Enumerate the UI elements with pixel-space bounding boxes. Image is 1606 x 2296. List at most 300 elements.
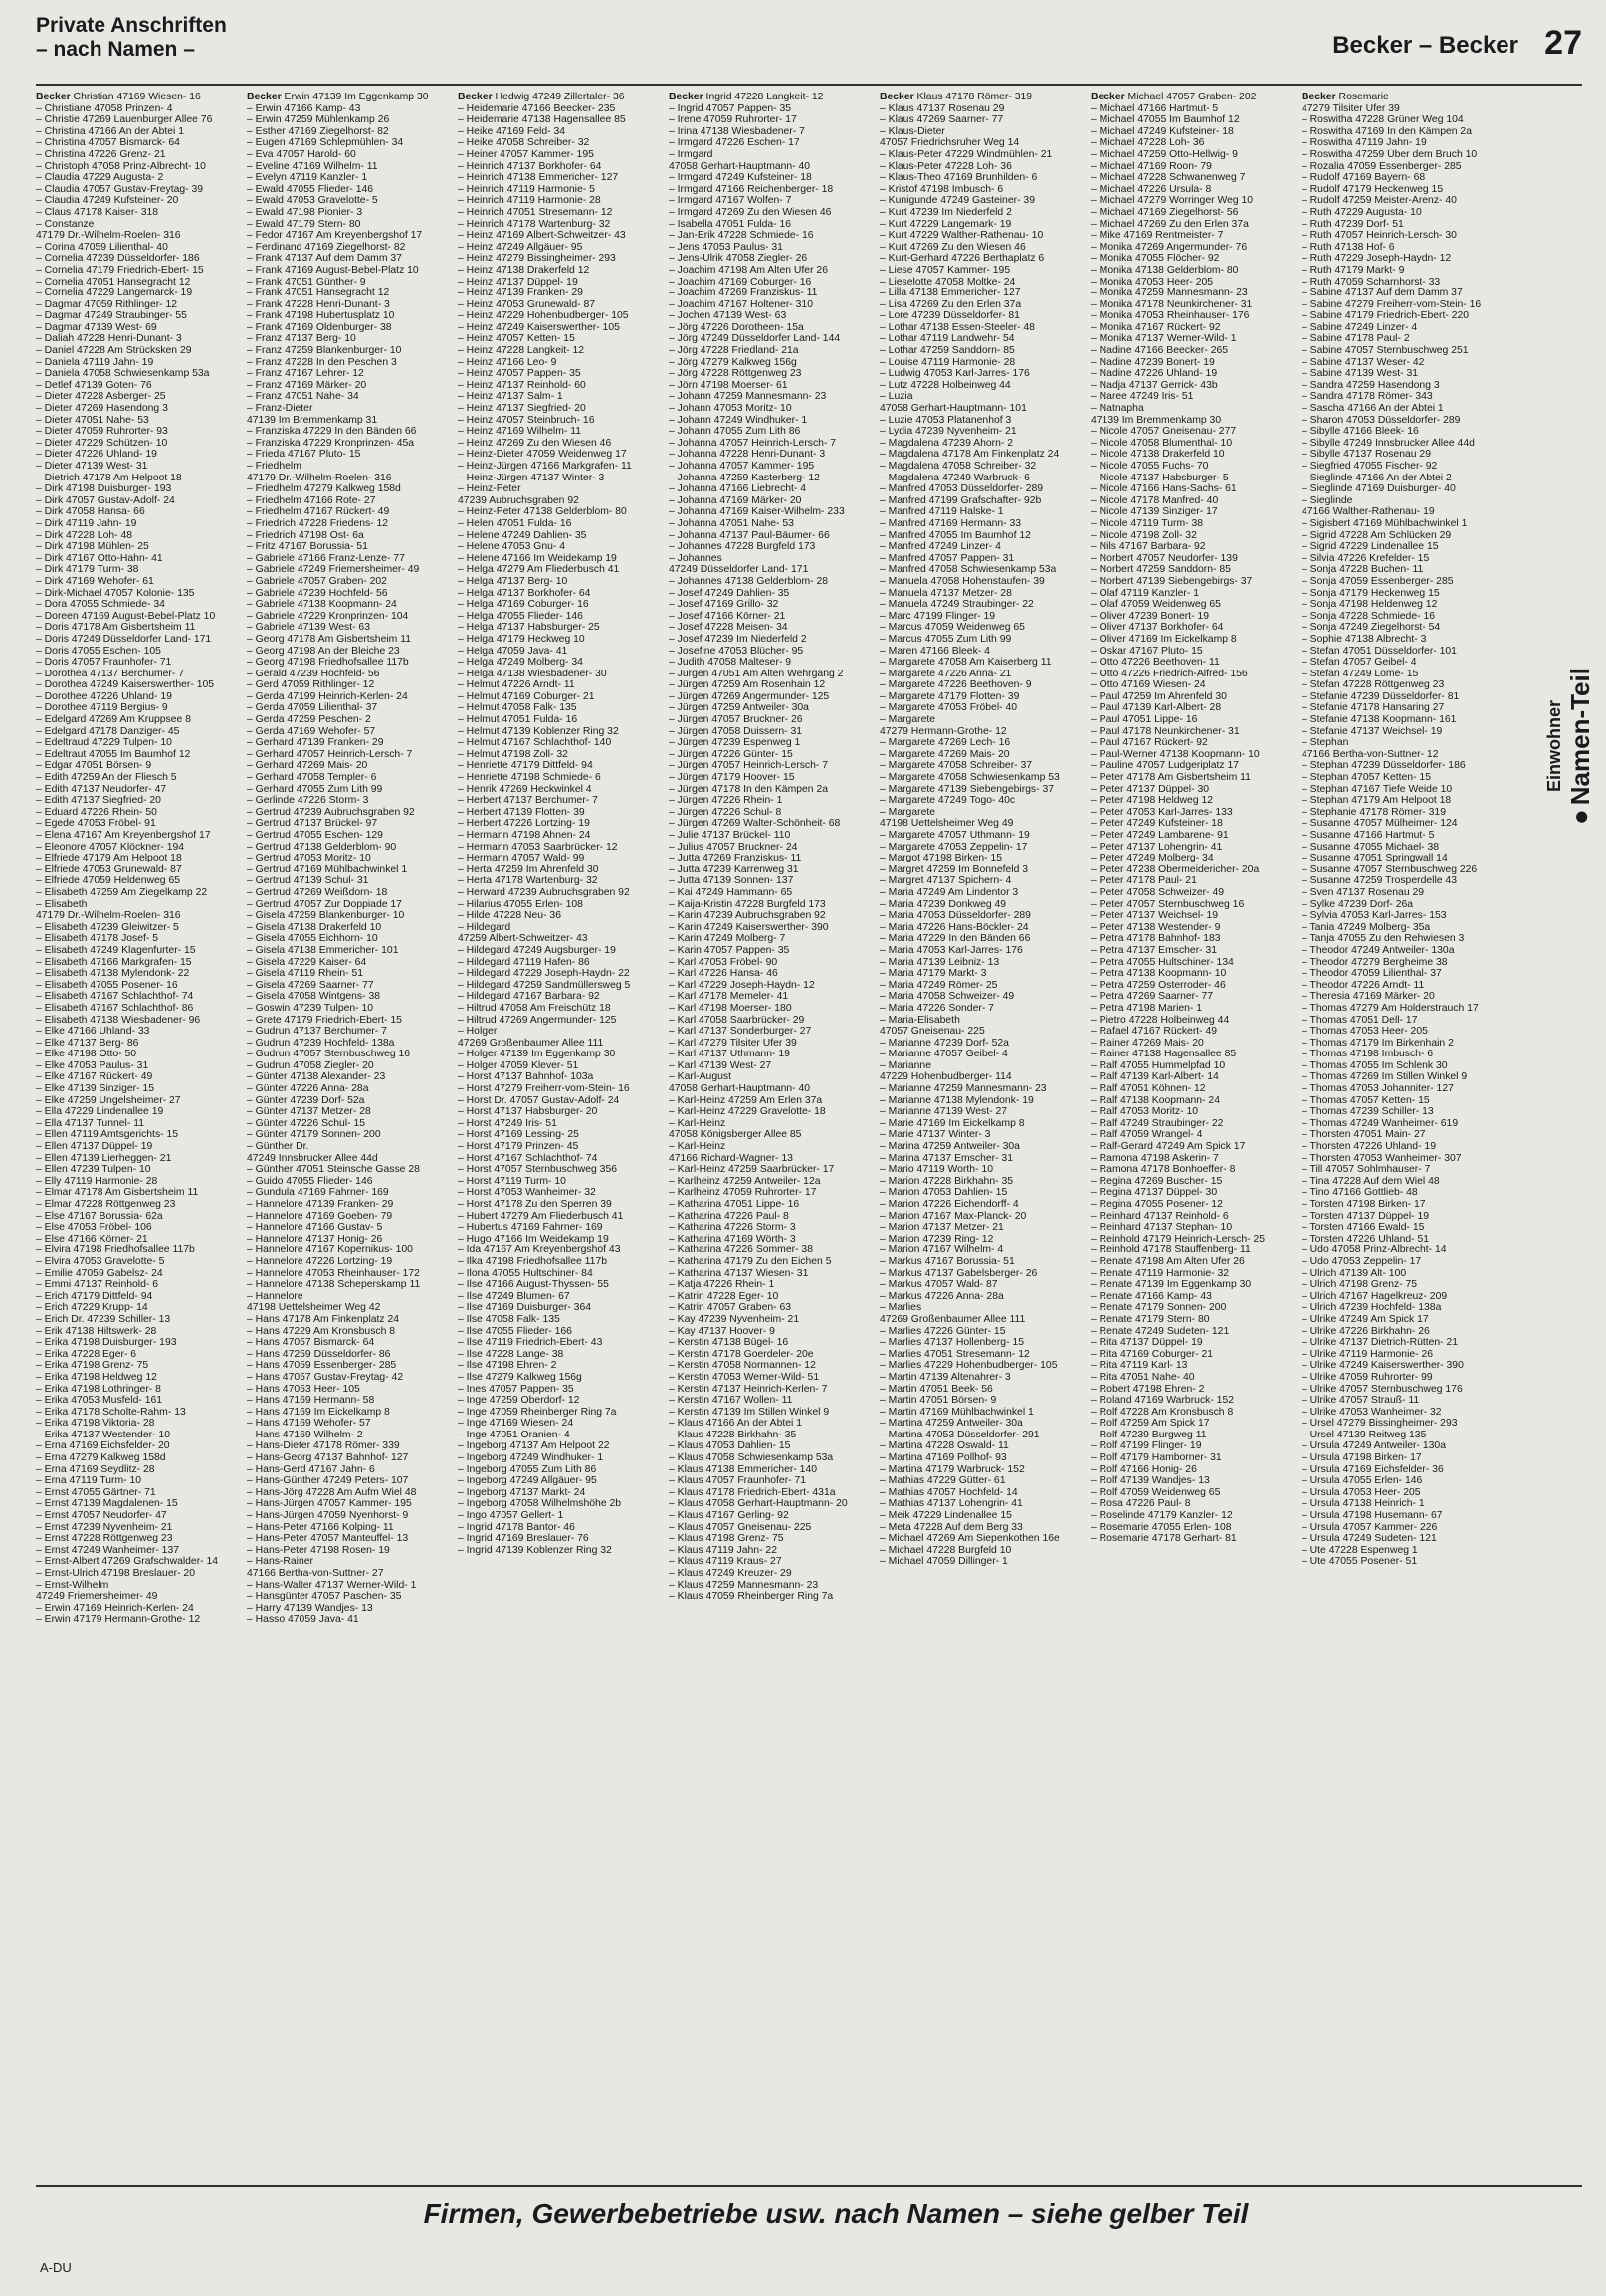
- directory-entry: [1091, 807, 1296, 819]
- directory-entry: [36, 1337, 241, 1349]
- directory-entry: [1302, 1487, 1506, 1499]
- directory-entry: [247, 611, 452, 623]
- entry-text: – Karl 47137 Uthmann- 19: [669, 1049, 790, 1060]
- entry-text: – Rudolf 47179 Heckenweg 15: [1302, 183, 1444, 195]
- directory-entry: [669, 1498, 874, 1510]
- entry-text: – Margarete 47058 Am Kaiserberg 11: [880, 657, 1052, 669]
- entry-text: – Gisela 47259 Blankenburger- 10: [247, 910, 405, 922]
- directory-entry: [1302, 887, 1506, 899]
- entry-text: – Franz 47051 Nahe- 34: [247, 391, 359, 403]
- directory-entry: [880, 1106, 1085, 1118]
- directory-entry: [1302, 842, 1506, 854]
- entry-text: – Jutta 47139 Sonnen- 137: [669, 875, 794, 887]
- directory-entry: [458, 576, 663, 588]
- entry-text: – Martina 47228 Oswald- 11: [880, 1440, 1009, 1452]
- directory-entry: [36, 114, 241, 126]
- entry-text: – Theodor 47279 Bergheime 38: [1302, 956, 1448, 968]
- directory-columns: [36, 92, 1506, 2171]
- directory-entry: [458, 646, 663, 658]
- entry-text: – Eugen 47169 Schlepmühlen- 34: [247, 137, 404, 149]
- directory-entry: [458, 195, 663, 207]
- directory-entry: [669, 114, 874, 126]
- entry-text: – Kurt 47269 Zu den Wiesen 46: [880, 241, 1026, 253]
- entry-text: – Frank 47051 Hansegracht 12: [247, 287, 390, 299]
- entry-text: – Rainer 47138 Hagensallee 85: [1091, 1049, 1237, 1060]
- directory-entry: [247, 1095, 452, 1107]
- directory-entry: [247, 219, 452, 231]
- directory-entry: [247, 149, 452, 161]
- directory-entry: [458, 1176, 663, 1188]
- directory-entry: [247, 1430, 452, 1441]
- entry-text: – Henriette 47198 Schmiede- 6: [458, 772, 601, 784]
- directory-entry: [1302, 103, 1506, 115]
- entry-text: – Dirk 47198 Duisburger- 193: [36, 483, 172, 495]
- entry-text: – Günter 47179 Sonnen- 200: [247, 1129, 381, 1141]
- directory-entry: [1091, 380, 1296, 392]
- directory-entry: [1091, 265, 1296, 277]
- print-code: A-DU: [40, 2260, 72, 2275]
- entry-text: – Ernst 47239 Nyvenheim- 21: [36, 1521, 173, 1533]
- entry-text: – Helga 47137 Habsburger- 25: [458, 622, 600, 634]
- directory-entry: [247, 1222, 452, 1234]
- directory-entry: [1091, 1487, 1296, 1499]
- directory-entry: [1091, 322, 1296, 334]
- directory-entry: [36, 161, 241, 173]
- directory-entry: [458, 1222, 663, 1234]
- directory-entry: [36, 426, 241, 438]
- directory-entry: [1091, 749, 1296, 761]
- directory-entry: [1302, 1498, 1506, 1510]
- entry-text: – Ulrich 47198 Grenz- 75: [1302, 1279, 1418, 1291]
- directory-entry: [1302, 184, 1506, 196]
- entry-text: – Gerd 47059 Rithlinger- 12: [247, 679, 375, 691]
- directory-entry: [1302, 1326, 1506, 1338]
- entry-text: – Heinz 47249 Kaiserswerther- 105: [458, 321, 620, 333]
- directory-entry: [247, 679, 452, 691]
- entry-text: – Katrin 47057 Graben- 63: [669, 1302, 792, 1314]
- entry-text: 47166 Richard-Wagner- 13: [669, 1152, 793, 1164]
- directory-entry: [247, 864, 452, 876]
- directory-entry: [458, 1038, 663, 1050]
- entry-text: – Elke 47167 Rückert- 49: [36, 1071, 153, 1083]
- directory-entry: [669, 1279, 874, 1291]
- entry-text: – Mario 47119 Worth- 10: [880, 1164, 993, 1176]
- entry-text: – Kay 47137 Hoover- 9: [669, 1325, 775, 1337]
- directory-entry: [36, 1234, 241, 1245]
- entry-text: Hedwig 47249 Zillertaler- 36: [492, 92, 625, 102]
- directory-entry: [1302, 1464, 1506, 1476]
- directory-entry: [669, 853, 874, 864]
- entry-text: – Margarete 47226 Anna- 21: [880, 668, 1012, 679]
- directory-entry: [458, 1372, 663, 1384]
- directory-entry: [247, 207, 452, 219]
- directory-entry: [880, 1211, 1085, 1223]
- entry-text: – Kaija-Kristin 47228 Burgfeld 173: [669, 898, 826, 910]
- directory-entry: [247, 1440, 452, 1452]
- entry-text: – Karin 47249 Kaiserswerther- 390: [669, 921, 829, 933]
- directory-entry: [880, 1176, 1085, 1188]
- entry-text: – Magdalena 47058 Schreiber- 32: [880, 461, 1037, 472]
- directory-entry: [669, 380, 874, 392]
- directory-entry: [1091, 646, 1296, 658]
- entry-text: – Sieglinde 47166 An der Abtei 2: [1302, 472, 1452, 483]
- entry-text: – Irmgard 47226 Eschen- 17: [669, 137, 800, 149]
- entry-text: – Kerstin 47137 Heinrich-Kerlen- 7: [669, 1383, 828, 1395]
- entry-text: – Rita 47169 Coburger- 21: [1091, 1348, 1214, 1360]
- directory-entry: [36, 611, 241, 623]
- directory-entry: [36, 1153, 241, 1165]
- directory-entry: [669, 1580, 874, 1592]
- directory-entry: [247, 1349, 452, 1361]
- entry-text: – Gerda 47169 Wehofer- 57: [247, 725, 376, 737]
- directory-entry: [880, 887, 1085, 899]
- directory-entry: [880, 184, 1085, 196]
- directory-entry: [669, 253, 874, 265]
- entry-text: – Michael 47259 Otto-Hellwig- 9: [1091, 148, 1238, 160]
- section-side-tab: [1540, 617, 1600, 875]
- directory-entry: [669, 1418, 874, 1430]
- directory-entry: [669, 1522, 874, 1534]
- entry-surname: Becker: [36, 92, 71, 102]
- directory-entry: [669, 1060, 874, 1072]
- entry-text: – Reinhold 47179 Heinrich-Lersch- 25: [1091, 1233, 1266, 1244]
- directory-entry: [1091, 1038, 1296, 1050]
- entry-text: – Jörg 47228 Röttgenweg 23: [669, 368, 802, 380]
- directory-entry: [36, 1118, 241, 1130]
- directory-entry: [669, 726, 874, 738]
- entry-text: – Elke 47139 Sinziger- 15: [36, 1083, 154, 1095]
- directory-entry: [1302, 622, 1506, 634]
- directory-entry: [36, 795, 241, 807]
- entry-text: – Edelgard 47269 Am Kruppsee 8: [36, 714, 191, 726]
- entry-text: Ingrid 47228 Langkeit- 12: [703, 92, 824, 102]
- directory-entry: [1302, 1279, 1506, 1291]
- entry-text: – Renate 47179 Sonnen- 200: [1091, 1302, 1227, 1314]
- entry-text: – Otto 47226 Friedrich-Alfred- 156: [1091, 668, 1248, 679]
- directory-entry: [247, 887, 452, 899]
- entry-text: – Naree 47249 Iris- 51: [1091, 391, 1194, 403]
- entry-text: – Guido 47055 Flieder- 146: [247, 1175, 373, 1187]
- directory-entry: [880, 368, 1085, 380]
- entry-text: – Dora 47055 Schmiede- 34: [36, 599, 165, 611]
- entry-text: – Karl 47178 Memeler- 41: [669, 991, 789, 1003]
- directory-entry: [880, 149, 1085, 161]
- directory-entry: [247, 1475, 452, 1487]
- directory-entry: [247, 749, 452, 761]
- directory-entry: [880, 380, 1085, 392]
- entry-text: – Gudrun 47137 Berchumer- 7: [247, 1026, 387, 1038]
- entry-text: – Nicole 47057 Gneisenau- 277: [1091, 426, 1237, 438]
- entry-text: – Hildegard 47259 Sandmüllersweg 5: [458, 979, 631, 991]
- entry-text: – Michael 47166 Hartmut- 5: [1091, 102, 1219, 114]
- entry-text: – Peter 47053 Karl-Jarres- 133: [1091, 806, 1233, 818]
- directory-entry: [880, 1452, 1085, 1464]
- entry-text: – Ingrid 47178 Bantor- 46: [458, 1521, 575, 1533]
- directory-entry: [1302, 518, 1506, 530]
- entry-text: – Ernst 47139 Magdalenen- 15: [36, 1498, 178, 1510]
- entry-text: 47249 Düsseldorfer Land- 171: [669, 564, 809, 576]
- entry-text: – Michael 47055 Im Baumhof 12: [1091, 114, 1240, 126]
- entry-text: – Heinz 47057 Ketten- 15: [458, 333, 575, 345]
- directory-entry: [458, 611, 663, 623]
- entry-text: – Marion 47167 Max-Planck- 20: [880, 1210, 1027, 1222]
- entry-text: – Ingrid 47057 Pappen- 35: [669, 102, 792, 114]
- directory-entry: [458, 1430, 663, 1441]
- directory-entry: [458, 403, 663, 415]
- entry-text: – Ilse 47119 Friedrich-Ebert- 43: [458, 1337, 603, 1349]
- directory-entry: [247, 391, 452, 403]
- directory-entry: [458, 1360, 663, 1372]
- directory-entry: [669, 149, 874, 161]
- entry-text: – Ewald 47055 Flieder- 146: [247, 183, 374, 195]
- entry-text: – Michael 47169 Ziegelhorst- 56: [1091, 206, 1239, 218]
- entry-text: – Hildegard 47229 Joseph-Haydn- 22: [458, 968, 630, 980]
- entry-surname: Becker: [669, 92, 703, 102]
- directory-entry: [36, 195, 241, 207]
- entry-text: – Manfred 47199 Grafschafter- 92b: [880, 494, 1042, 506]
- directory-entry: [880, 1440, 1085, 1452]
- entry-text: – Peter 47249 Lambarene- 91: [1091, 830, 1229, 841]
- directory-entry: [880, 945, 1085, 957]
- entry-text: – Erwin 47166 Kamp- 43: [247, 102, 361, 114]
- directory-entry: [247, 991, 452, 1003]
- entry-text: – Johanna 47137 Paul-Bäumer- 66: [669, 529, 830, 541]
- directory-entry: [247, 287, 452, 299]
- directory-entry: [1091, 1326, 1296, 1338]
- directory-entry: [458, 1326, 663, 1338]
- entry-text: – Ernst 47249 Wanheimer- 137: [36, 1544, 180, 1556]
- section-title-line1: Private Anschriften: [36, 14, 227, 37]
- entry-text: – Heinz 47138 Drakerfeld 12: [458, 264, 590, 276]
- entry-text: – Dieter 47229 Schützen- 10: [36, 437, 168, 449]
- directory-entry: [36, 657, 241, 669]
- entry-text: – Ines 47057 Pappen- 35: [458, 1383, 574, 1395]
- entry-text: – Margarete 47058 Schreiber- 37: [880, 760, 1033, 772]
- entry-text: – Thomas 47053 Johanniter- 127: [1302, 1083, 1454, 1095]
- directory-entry: [1091, 461, 1296, 473]
- directory-entry: [36, 1545, 241, 1557]
- entry-text: – Dieter 47059 Ruhrorter- 93: [36, 426, 168, 438]
- directory-entry: [458, 277, 663, 288]
- entry-text: – Ingrid 47169 Breslauer- 76: [458, 1533, 589, 1545]
- directory-entry: [1302, 149, 1506, 161]
- directory-entry: [1091, 1440, 1296, 1452]
- directory-entry: [458, 1487, 663, 1499]
- entry-text: – Martina 47259 Antweiler- 30a: [880, 1418, 1023, 1430]
- entry-text: 47229 Hohenbudberger- 114: [880, 1071, 1012, 1083]
- entry-text: – Jürgen 47057 Bruckner- 26: [669, 714, 803, 726]
- entry-text: 47179 Dr.-Wilhelm-Roelen- 316: [247, 472, 392, 483]
- entry-text: – Karl 47139 West- 27: [669, 1059, 772, 1071]
- entry-text: – Sibylle 47249 Innsbrucker Allee 44d: [1302, 437, 1475, 449]
- entry-text: – Judith 47058 Malteser- 9: [669, 657, 792, 669]
- entry-text: – Franz 47137 Berg- 10: [247, 333, 356, 345]
- entry-text: – Karl 47226 Hansa- 46: [669, 968, 778, 980]
- entry-text: – Sylke 47239 Dorf- 26a: [1302, 898, 1414, 910]
- entry-text: – Gisela 47119 Rhein- 51: [247, 968, 364, 980]
- entry-text: – Katharina 47137 Wiesen- 31: [669, 1267, 809, 1279]
- directory-entry: [36, 1498, 241, 1510]
- directory-entry: [880, 842, 1085, 854]
- entry-text: – Georg 47198 Friedhofsallee 117b: [247, 657, 409, 669]
- directory-entry: [247, 702, 452, 714]
- entry-text: – Kerstin 47138 Bügel- 16: [669, 1337, 789, 1349]
- directory-entry: [1091, 518, 1296, 530]
- entry-text: – Gerhard 47055 Zum Lith 99: [247, 783, 383, 795]
- entry-text: – Stephan 47057 Ketten- 15: [1302, 772, 1431, 784]
- entry-text: – Michael 47249 Kufsteiner- 18: [1091, 125, 1234, 137]
- entry-text: – Klaus 47057 Gneisenau- 225: [669, 1521, 812, 1533]
- directory-entry: [458, 415, 663, 427]
- entry-text: – Erik 47138 Hiltswerk- 28: [36, 1325, 157, 1337]
- directory-entry: [1091, 1418, 1296, 1430]
- entry-text: – Heinz 47166 Leo- 9: [458, 356, 557, 368]
- directory-entry: [880, 968, 1085, 980]
- entry-text: – Ilse 47198 Ehren- 2: [458, 1360, 557, 1372]
- entry-text: – Ralf 47249 Straubinger- 22: [1091, 1117, 1224, 1129]
- entry-text: – Ralf 47051 Köhnen- 12: [1091, 1083, 1206, 1095]
- entry-text: – Thomas 47057 Ketten- 15: [1302, 1094, 1430, 1106]
- directory-column-6: [1091, 92, 1296, 2171]
- entry-text: – Lutz 47228 Holbeinweg 44: [880, 379, 1011, 391]
- entry-text: – Stefan 47228 Röttgenweg 23: [1302, 679, 1445, 691]
- directory-entry: [669, 1026, 874, 1038]
- directory-column-1: [36, 92, 241, 2171]
- directory-entry: [247, 1153, 452, 1165]
- entry-text: – Maria 47053 Düsseldorfer- 289: [880, 910, 1031, 922]
- entry-text: – Günter 47239 Dorf- 52a: [247, 1094, 365, 1106]
- entry-text: – Irene 47059 Ruhrorter- 17: [669, 114, 797, 126]
- directory-entry: [1302, 322, 1506, 334]
- directory-entry: [669, 1199, 874, 1211]
- entry-text: – Helga 47279 Am Fliederbusch 41: [458, 564, 620, 576]
- entry-text: – Elisabeth: [36, 898, 88, 910]
- entry-text: 47269 Großenbaumer Allee 111: [458, 1037, 604, 1049]
- directory-entry: [1091, 391, 1296, 403]
- directory-entry: [669, 92, 874, 103]
- entry-text: – Peter 47138 Westender- 9: [1091, 921, 1221, 933]
- entry-text: – Reinhold 47178 Stauffenberg- 11: [1091, 1244, 1251, 1256]
- directory-entry: [880, 1360, 1085, 1372]
- entry-text: – Elke 47053 Paulus- 31: [36, 1059, 149, 1071]
- directory-entry: [36, 242, 241, 254]
- directory-entry: [247, 253, 452, 265]
- entry-text: – Helene 47053 Gnu- 4: [458, 541, 566, 553]
- entry-text: 47057 Friedrichsruher Weg 14: [880, 137, 1020, 149]
- entry-text: 47249 Innsbrucker Allee 44d: [247, 1152, 378, 1164]
- entry-text: – Hermann 47057 Wald- 99: [458, 853, 585, 864]
- directory-entry: [669, 622, 874, 634]
- entry-text: – Magdalena 47239 Ahorn- 2: [880, 437, 1014, 449]
- entry-surname: Becker: [1302, 92, 1336, 102]
- directory-entry: [1302, 1141, 1506, 1153]
- directory-entry: [458, 1314, 663, 1326]
- directory-entry: [1302, 195, 1506, 207]
- directory-entry: [1302, 1060, 1506, 1072]
- directory-entry: [1091, 922, 1296, 934]
- directory-entry: [669, 830, 874, 842]
- directory-entry: [669, 634, 874, 646]
- directory-entry: [880, 599, 1085, 611]
- entry-text: – Marianne 47138 Mylendonk- 19: [880, 1094, 1034, 1106]
- entry-text: – Grete 47179 Friedrich-Ebert- 15: [247, 1014, 402, 1026]
- entry-text: – Paul 47139 Karl-Albert- 28: [1091, 702, 1222, 714]
- directory-entry: [247, 760, 452, 772]
- entry-text: – Magdalena 47249 Warbruck- 6: [880, 472, 1030, 483]
- directory-entry: [1091, 1244, 1296, 1256]
- entry-text: – Margarete 47057 Uthmann- 19: [880, 830, 1030, 841]
- entry-text: – Rolf 47199 Flinger- 19: [1091, 1440, 1202, 1452]
- entry-text: – Hans 47053 Heer- 105: [247, 1383, 360, 1395]
- entry-text: – Ralf 47138 Koopmann- 24: [1091, 1094, 1220, 1106]
- entry-text: – Ingeborg 47058 Wilhelmshöhe 2b: [458, 1498, 622, 1510]
- directory-entry: [458, 184, 663, 196]
- entry-text: – Katharina 47226 Storm- 3: [669, 1222, 796, 1234]
- entry-text: – Frank 47169 Oldenburger- 38: [247, 321, 392, 333]
- directory-entry: [1302, 1314, 1506, 1326]
- directory-entry: [669, 1464, 874, 1476]
- entry-text: – Hannelore: [247, 1290, 303, 1302]
- directory-entry: [247, 1556, 452, 1568]
- directory-entry: [1091, 1015, 1296, 1027]
- directory-entry: [1302, 749, 1506, 761]
- directory-entry: [458, 473, 663, 484]
- entry-text: – Else 47053 Fröbel- 106: [36, 1222, 152, 1234]
- entry-text: – Sabine 47057 Sternbuschweg 251: [1302, 345, 1469, 357]
- entry-text: – Helga 47055 Flieder- 146: [458, 610, 583, 622]
- entry-text: – Ruth 47138 Hof- 6: [1302, 241, 1395, 253]
- entry-text: – Rolf 47239 Burgweg 11: [1091, 1429, 1207, 1440]
- entry-text: 47279 Tilsiter Ufer 39: [1302, 102, 1400, 114]
- directory-entry: [1302, 391, 1506, 403]
- entry-text: – Martina 47169 Pollhof- 93: [880, 1452, 1007, 1464]
- entry-text: – Ingeborg 47137 Am Helpoot 22: [458, 1440, 610, 1452]
- directory-entry: [1302, 691, 1506, 703]
- entry-text: – Jens 47053 Paulus- 31: [669, 241, 783, 253]
- entry-text: – Irmgard 47249 Kufsteiner- 18: [669, 172, 812, 184]
- entry-text: – Tina 47228 Auf dem Wiel 48: [1302, 1175, 1440, 1187]
- entry-text: – Heinz 47137 Düppel- 19: [458, 276, 578, 287]
- directory-entry: [880, 473, 1085, 484]
- directory-entry: [1302, 784, 1506, 796]
- entry-text: – Silvia 47226 Krefelder- 15: [1302, 552, 1430, 564]
- entry-text: – Ursula 47138 Heinrich- 1: [1302, 1498, 1425, 1510]
- directory-entry: [247, 92, 452, 103]
- directory-entry: [1091, 980, 1296, 992]
- directory-entry: [36, 287, 241, 299]
- directory-entry: [458, 749, 663, 761]
- directory-entry: [880, 669, 1085, 680]
- directory-entry: [458, 242, 663, 254]
- directory-entry: [36, 1129, 241, 1141]
- entry-text: – Horst 47057 Sternbuschweg 356: [458, 1164, 618, 1176]
- directory-entry: [36, 103, 241, 115]
- entry-text: – Ursula 47249 Sudeten- 121: [1302, 1533, 1437, 1545]
- directory-entry: [1302, 945, 1506, 957]
- entry-text: – Hilarius 47055 Erlen- 108: [458, 898, 583, 910]
- entry-text: – Margarete 47179 Flotten- 39: [880, 690, 1020, 702]
- entry-text: – Christie 47269 Lauenburger Allee 76: [36, 114, 213, 126]
- entry-text: – Hiltrud 47058 Am Freischütz 18: [458, 1002, 611, 1014]
- entry-text: – Helga 47137 Berg- 10: [458, 575, 568, 587]
- entry-text: – Inge 47259 Oberdorf- 12: [458, 1395, 580, 1407]
- directory-entry: [1302, 219, 1506, 231]
- directory-entry: [36, 230, 241, 242]
- entry-text: – Klaus 47059 Rheinberger Ring 7a: [669, 1591, 834, 1603]
- entry-text: – Marianne 47239 Dorf- 52a: [880, 1037, 1009, 1049]
- directory-entry: [458, 506, 663, 518]
- entry-text: – Gudrun 47057 Sternbuschweg 16: [247, 1049, 411, 1060]
